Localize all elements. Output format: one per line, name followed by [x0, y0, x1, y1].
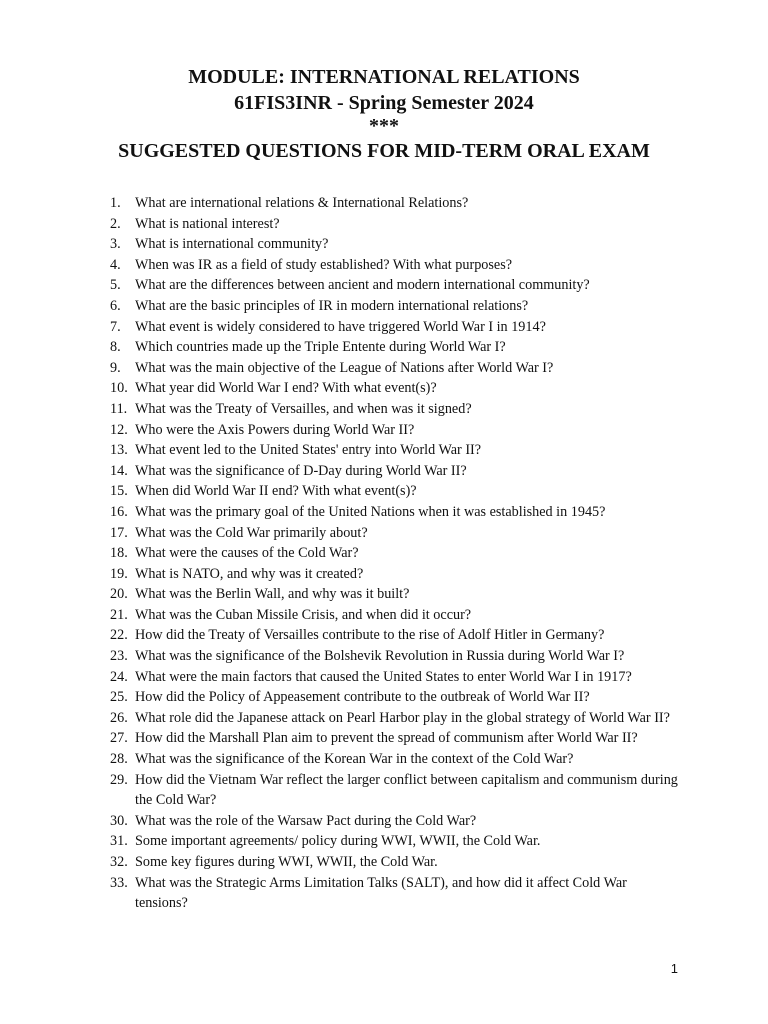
- question-text: What are international relations & International Relations?: [135, 195, 469, 211]
- question-text: What was the primary goal of the United Nations when it was established in 1945?: [135, 503, 606, 520]
- question-number: 28.: [110, 751, 128, 768]
- question-number: 6.: [110, 297, 121, 314]
- question-text: What was the Treaty of Versailles, and when was it signed?: [135, 400, 472, 417]
- question-item: [0, 728, 768, 749]
- question-text: What was the Cold War primarily about?: [135, 524, 368, 541]
- question-number: 16.: [110, 503, 128, 520]
- question-number: 27.: [110, 730, 128, 747]
- question-item: [0, 481, 768, 502]
- question-number: 13.: [110, 442, 128, 459]
- question-number: 17.: [110, 524, 128, 541]
- question-text: What were the main factors that caused the United States to enter World War I in 1917?: [135, 668, 632, 685]
- question-item: [0, 811, 768, 832]
- question-text: What are the differences between ancient and modern international community?: [135, 277, 590, 294]
- question-item: [0, 317, 768, 338]
- question-number: 11.: [110, 400, 128, 417]
- question-number: 32.: [110, 854, 128, 870]
- question-item: [0, 440, 768, 461]
- question-number: 5.: [110, 277, 121, 294]
- question-text: Some important agreements/ policy during WWI, WWII, the Cold War.: [135, 833, 541, 850]
- question-item: [0, 214, 768, 235]
- question-text: What is international community?: [135, 236, 329, 253]
- question-text: What was the significance of the Korean War in the context of the Cold War?: [135, 751, 574, 768]
- question-item: [0, 378, 768, 399]
- question-number: 22.: [110, 627, 128, 644]
- question-number: 19.: [110, 565, 128, 582]
- question-text: What year did World War I end? With what event(s)?: [135, 380, 437, 397]
- question-number: 8.: [110, 339, 121, 356]
- question-text: What was the role of the Warsaw Pact during the Cold War?: [135, 812, 477, 829]
- question-number: 7.: [110, 318, 121, 335]
- question-item: [0, 667, 768, 688]
- question-number: 1.: [110, 195, 121, 211]
- question-text: When was IR as a field of study established? With what purposes?: [135, 256, 513, 273]
- question-number: 30.: [110, 812, 128, 829]
- question-number: 29.: [110, 771, 128, 788]
- question-number: 15.: [110, 483, 128, 500]
- question-item: [0, 502, 768, 523]
- question-text: Who were the Axis Powers during World War II?: [135, 421, 415, 438]
- question-number: 26.: [110, 709, 128, 726]
- question-number: 18.: [110, 545, 128, 562]
- question-number: 14.: [110, 462, 128, 479]
- question-text: What was the significance of D-Day during World War II?: [135, 462, 467, 479]
- question-item: [0, 646, 768, 667]
- question-text: How did the Treaty of Versailles contribute to the rise of Adolf Hitler in Germany?: [135, 627, 605, 644]
- question-number: 25.: [110, 689, 128, 706]
- question-item: [0, 543, 768, 564]
- question-list: [0, 193, 768, 914]
- page-title: SUGGESTED QUESTIONS FOR MID-TERM ORAL EXAM: [118, 140, 650, 162]
- question-number: 24.: [110, 668, 128, 685]
- question-item: [0, 852, 768, 873]
- question-number: 23.: [110, 648, 128, 665]
- question-item: [0, 770, 768, 811]
- question-text: What event is widely considered to have triggered World War I in 1914?: [135, 318, 546, 335]
- question-item: [0, 296, 768, 317]
- question-number: 12.: [110, 421, 128, 438]
- question-text: Some key figures during WWI, WWII, the Cold War.: [135, 854, 438, 870]
- question-number: 3.: [110, 236, 121, 253]
- question-text: How did the Vietnam War reflect the larger conflict between capitalism and communism during the Cold War?: [135, 771, 678, 809]
- question-number: 10.: [110, 380, 128, 397]
- question-number: 21.: [110, 606, 128, 623]
- question-item: [0, 275, 768, 296]
- question-item: [0, 873, 768, 914]
- question-number: 2.: [110, 215, 121, 232]
- question-text: What was the significance of the Bolshevik Revolution in Russia during World War I?: [135, 648, 625, 665]
- question-item: [0, 687, 768, 708]
- question-text: When did World War II end? With what event(s)?: [135, 483, 417, 500]
- header-separator: ***: [369, 115, 399, 137]
- question-item: [0, 337, 768, 358]
- question-item: [0, 193, 768, 214]
- question-text: What role did the Japanese attack on Pearl Harbor play in the global strategy of World War II?: [135, 709, 670, 726]
- question-number: 20.: [110, 586, 128, 603]
- question-text: What was the Cuban Missile Crisis, and when did it occur?: [135, 606, 472, 623]
- question-item: [0, 584, 768, 605]
- question-item: [0, 708, 768, 729]
- question-item: [0, 605, 768, 626]
- question-text: What is NATO, and why was it created?: [135, 565, 364, 582]
- question-number: 33.: [110, 874, 128, 891]
- question-item: [0, 358, 768, 379]
- question-item: [0, 749, 768, 770]
- question-item: [0, 461, 768, 482]
- question-text: What are the basic principles of IR in modern international relations?: [135, 297, 529, 314]
- course-code: 61FIS3INR - Spring Semester 2024: [234, 92, 534, 114]
- question-item: [0, 255, 768, 276]
- question-item: [0, 523, 768, 544]
- question-text: What is national interest?: [135, 215, 280, 232]
- question-text: What were the causes of the Cold War?: [135, 545, 359, 562]
- question-item: [0, 420, 768, 441]
- question-text: What was the main objective of the League of Nations after World War I?: [135, 359, 554, 376]
- document-header: [0, 64, 768, 164]
- question-text: What was the Strategic Arms Limitation Talks (SALT), and how did it affect Cold War tensions?: [135, 874, 627, 912]
- question-text: How did the Policy of Appeasement contribute to the outbreak of World War II?: [135, 689, 590, 706]
- question-number: 31.: [110, 833, 128, 850]
- question-item: [0, 625, 768, 646]
- question-text: What event led to the United States' entry into World War II?: [135, 442, 482, 459]
- question-number: 4.: [110, 256, 121, 273]
- question-item: [0, 564, 768, 585]
- question-number: 9.: [110, 359, 121, 376]
- question-item: [0, 234, 768, 255]
- question-text: Which countries made up the Triple Entente during World War I?: [135, 339, 506, 356]
- question-item: [0, 831, 768, 852]
- question-item: [0, 399, 768, 420]
- page-number: 1: [670, 961, 678, 976]
- question-text: How did the Marshall Plan aim to prevent the spread of communism after World War II?: [135, 730, 638, 747]
- question-text: What was the Berlin Wall, and why was it built?: [135, 586, 410, 603]
- module-title: MODULE: INTERNATIONAL RELATIONS: [188, 66, 580, 88]
